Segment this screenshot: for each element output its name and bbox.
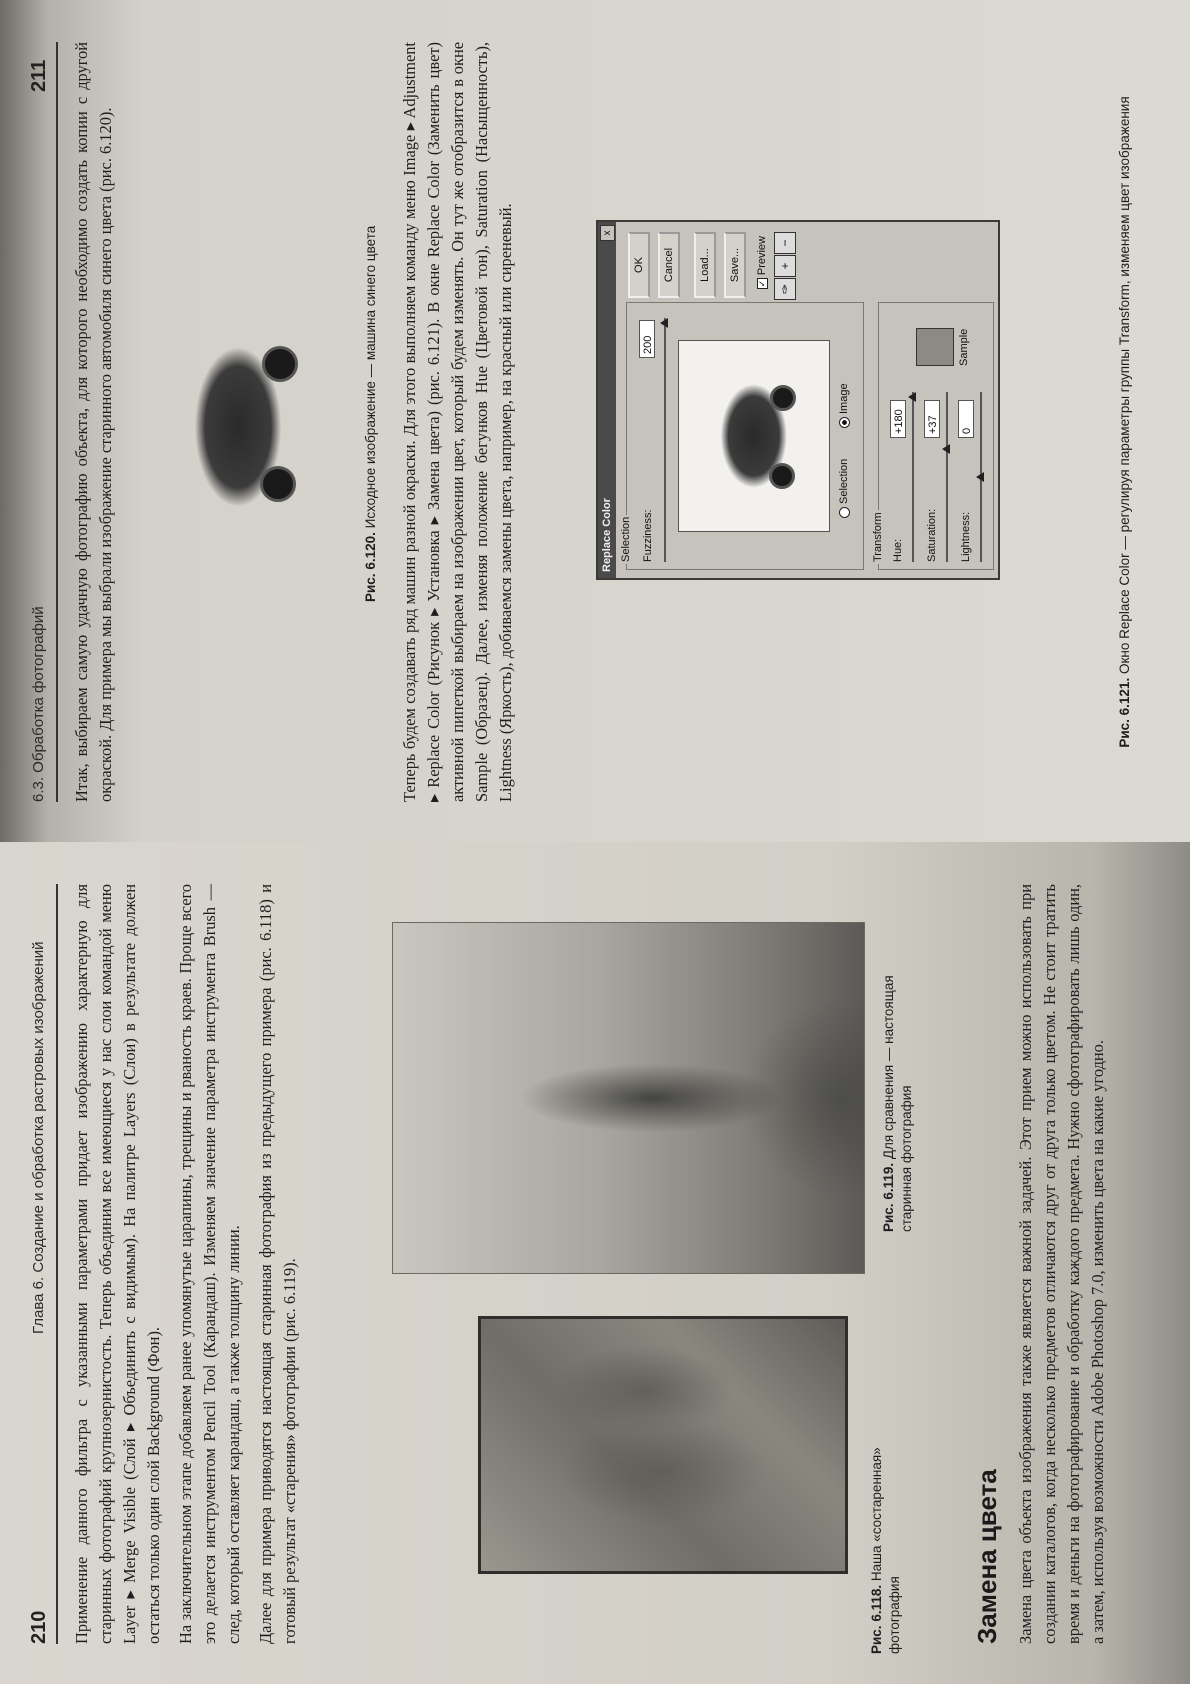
running-head-right: 6.3. Обработка фотографий bbox=[30, 606, 47, 802]
selection-preview[interactable] bbox=[678, 340, 830, 532]
car-wheel bbox=[769, 463, 795, 489]
saturation-label: Saturation: bbox=[926, 508, 938, 562]
section-heading: Замена цвета bbox=[972, 1469, 1002, 1644]
eyedropper-minus-icon[interactable]: − bbox=[774, 232, 796, 254]
page-number-right: 211 bbox=[28, 59, 50, 92]
car-wheel bbox=[260, 466, 296, 502]
lightness-slider-thumb[interactable] bbox=[976, 472, 984, 482]
aged-photo-figure bbox=[478, 1316, 848, 1574]
fuzziness-slider-thumb[interactable] bbox=[660, 318, 668, 328]
running-head-left: Глава 6. Создание и обработка растровых изображений bbox=[30, 941, 47, 1334]
figure-caption bbox=[880, 932, 916, 1232]
paragraph: Далее для примера приводятся настоящая старинная фотография из предыдущего примера (рис. 6.118) и готовый результат «старения» фотографии (рис. 6.119). bbox=[256, 884, 299, 1644]
old-photo-figure bbox=[392, 922, 865, 1274]
right-text-block bbox=[70, 42, 126, 802]
preview-label: Preview bbox=[756, 236, 768, 276]
fuzziness-slider-track[interactable] bbox=[664, 318, 666, 562]
eyedropper-icon[interactable]: ✑ bbox=[774, 278, 796, 300]
selection-group-label: Selection bbox=[620, 516, 632, 562]
figure-number: Рис. 6.118. bbox=[869, 1584, 884, 1654]
radio-selection-icon[interactable] bbox=[839, 507, 850, 518]
radio-image[interactable] bbox=[838, 383, 850, 428]
preview-checkbox-icon[interactable]: ✓ bbox=[756, 279, 767, 288]
radio-image-icon[interactable] bbox=[839, 417, 850, 428]
radio-selection[interactable] bbox=[838, 459, 850, 518]
radio-image-label: Image bbox=[838, 383, 850, 414]
preview-checkbox[interactable] bbox=[756, 236, 768, 289]
hue-slider-track[interactable] bbox=[912, 392, 914, 562]
figure-caption bbox=[362, 142, 380, 602]
lightness-field[interactable]: 0 bbox=[958, 400, 974, 438]
car-wheel bbox=[770, 385, 796, 411]
paragraph: На заключительном этапе добавляем ранее упомянутые царапины, трещины и рваность краев. Проще всего это делается инструментом Pencil Tool (Карандаш). Изменяем значение параметра инструмента Brush — след, который оставляет карандаш, а также толщину линии. bbox=[176, 884, 243, 1644]
section-text-block bbox=[1014, 884, 1118, 1644]
header-rule-left bbox=[56, 884, 58, 1644]
fuzziness-field[interactable]: 200 bbox=[639, 320, 655, 358]
paragraph: Итак, выбираем самую удачную фотографию объекта, для которого необходимо создать копии с другой окраской. Для примера мы выбрали изображение старинного автомобиля синего цвета (рис. 6.120). bbox=[72, 42, 115, 802]
right-text-block-2 bbox=[398, 42, 526, 802]
caption-text: Исходное изображение — машина синего цвета bbox=[363, 225, 378, 529]
lightness-label: Lightness: bbox=[960, 511, 972, 562]
sample-label: Sample bbox=[958, 328, 970, 366]
car-image bbox=[160, 312, 310, 542]
dialog-titlebar bbox=[598, 222, 616, 578]
paragraph: Теперь будем создавать ряд машин разной окраски. Для этого выполняем команду меню Image ▸ Adjustment ▸ Replace Color (Рисунок ▸ Установка ▸ Замена цвета) (рис. 6.121). В окне Replace Color (Заменить цвет) активной пипеткой выбираем на изображении цвет, который будем изменять. Он тут же отобразится в окне Sample (Образец). Далее, изменяя положение бегунков Hue (Цветовой тон), Saturation (Насыщенность), Lightness (Яркость), добиваемся замены цвета, например, на красный или сиреневый. bbox=[400, 42, 515, 802]
page-number-left: 210 bbox=[28, 1610, 50, 1644]
caption-text: Для сравнения — настоящая старинная фотография bbox=[881, 975, 914, 1232]
save-button[interactable]: Save... bbox=[724, 232, 746, 298]
caption-text: Окно Replace Color — регулируя параметры группы Transform, изменяем цвет изображения bbox=[1117, 96, 1132, 675]
figure-caption bbox=[868, 1374, 904, 1654]
figure-number: Рис. 6.119. bbox=[881, 1162, 896, 1232]
saturation-field[interactable]: +37 bbox=[924, 400, 940, 438]
cancel-button[interactable]: Cancel bbox=[658, 232, 680, 298]
radio-selection-label: Selection bbox=[838, 458, 850, 504]
saturation-slider-thumb[interactable] bbox=[942, 444, 950, 454]
hue-field[interactable]: +180 bbox=[890, 400, 906, 438]
car-image bbox=[694, 361, 809, 511]
saturation-slider-track[interactable] bbox=[946, 392, 948, 562]
hue-label: Hue: bbox=[892, 538, 904, 562]
paragraph: Замена цвета объекта изображения также является важной задачей. Этот прием можно использовать при создании каталогов, когда несколько предметов отличаются друг от друга только цветом. Не стоит тратить время и деньги на фотографирование и обработку каждого предмета. Нужно сфотографировать лишь один, а затем, используя возможности Adobe Photoshop 7.0, изменить цвета на какие угодно. bbox=[1016, 884, 1107, 1644]
header-rule-right bbox=[56, 42, 58, 802]
replace-color-dialog bbox=[596, 220, 1000, 580]
figure-number: Рис. 6.121. bbox=[1117, 677, 1132, 748]
figure-caption bbox=[1116, 42, 1134, 802]
ok-button[interactable]: OK bbox=[628, 232, 650, 298]
close-icon[interactable]: x bbox=[600, 225, 615, 241]
sample-swatch[interactable] bbox=[916, 328, 954, 366]
fuzziness-label: Fuzziness: bbox=[642, 509, 654, 562]
figure-number: Рис. 6.120. bbox=[363, 532, 378, 602]
left-page bbox=[0, 842, 1190, 1684]
eyedropper-plus-icon[interactable]: + bbox=[774, 255, 796, 277]
caption-text: Наша «состаренная» фотография bbox=[869, 1447, 902, 1654]
left-text-block bbox=[70, 884, 310, 1644]
load-button[interactable]: Load... bbox=[694, 232, 716, 298]
paragraph: Применение данного фильтра с указанными параметрами придает изображению характерную для старинных фотографий крупнозернистость. Теперь объединим все имеющиеся у нас слои командой меню Layer ▸ Merge Visible (Слой ▸ Объединить с видимым). На палитре Layers (Слои) в результате должен остаться только один слой Background (Фон). bbox=[72, 884, 163, 1644]
hue-slider-thumb[interactable] bbox=[908, 392, 916, 402]
dialog-title: Replace Color bbox=[601, 498, 613, 572]
transform-group-label: Transform bbox=[872, 512, 884, 562]
car-wheel bbox=[262, 346, 298, 382]
